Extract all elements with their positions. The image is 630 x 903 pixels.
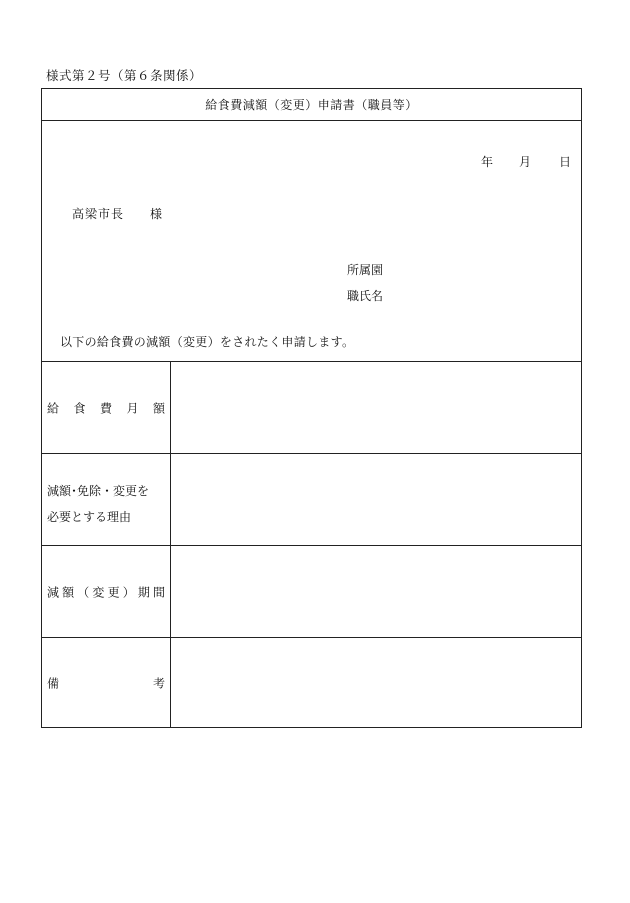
table-row-monthly-fee (42, 361, 581, 453)
table-row-remarks (42, 637, 581, 727)
label-char: 変 (92, 585, 105, 599)
label-char: ） (122, 585, 135, 599)
label-char: （ (77, 585, 90, 599)
reason-label-line: 減額･免除・変更を (47, 484, 150, 498)
details-table (42, 361, 581, 727)
label-char: 給 (47, 401, 60, 415)
remarks-label (42, 638, 171, 727)
table-row-period (42, 545, 581, 637)
label-char: 額 (62, 585, 75, 599)
reason-field[interactable] (171, 454, 581, 545)
label-char: 間 (152, 585, 165, 599)
reason-label (42, 454, 171, 545)
affiliation-label: 所属園 (347, 263, 384, 277)
period-label (42, 546, 171, 637)
date-day-label: 日 (559, 155, 572, 169)
addressee-name: 高梁市長 (72, 207, 125, 221)
request-statement: 以下の給食費の減額（変更）をされたく申請します。 (60, 335, 355, 349)
addressee-honorific: 様 (150, 207, 163, 221)
form-number: 様式第２号（第６条関係） (46, 68, 203, 83)
addressee (72, 205, 162, 222)
label-char: 更 (107, 585, 120, 599)
period-field[interactable] (171, 546, 581, 637)
label-char: 費 (99, 401, 112, 415)
date-year-label: 年 (481, 155, 494, 169)
monthly-fee-label (42, 362, 171, 453)
label-char: 減 (47, 585, 60, 599)
label-char: 備 (47, 676, 60, 690)
name-label: 職氏名 (347, 289, 384, 303)
label-char: 食 (73, 401, 86, 415)
reason-label-line: 必要とする理由 (47, 510, 132, 524)
date-month-label: 月 (519, 155, 532, 169)
applicant-block (347, 257, 383, 309)
remarks-field[interactable] (171, 638, 581, 727)
table-row-reason (42, 453, 581, 545)
label-char: 額 (152, 401, 165, 415)
label-char: 月 (126, 401, 139, 415)
label-char: 期 (137, 585, 150, 599)
date-line (481, 153, 573, 169)
monthly-fee-field[interactable] (171, 362, 581, 453)
form-title: 給食費減額（変更）申請書（職員等） (42, 89, 581, 121)
label-char: 考 (152, 676, 165, 690)
application-form (41, 88, 582, 728)
